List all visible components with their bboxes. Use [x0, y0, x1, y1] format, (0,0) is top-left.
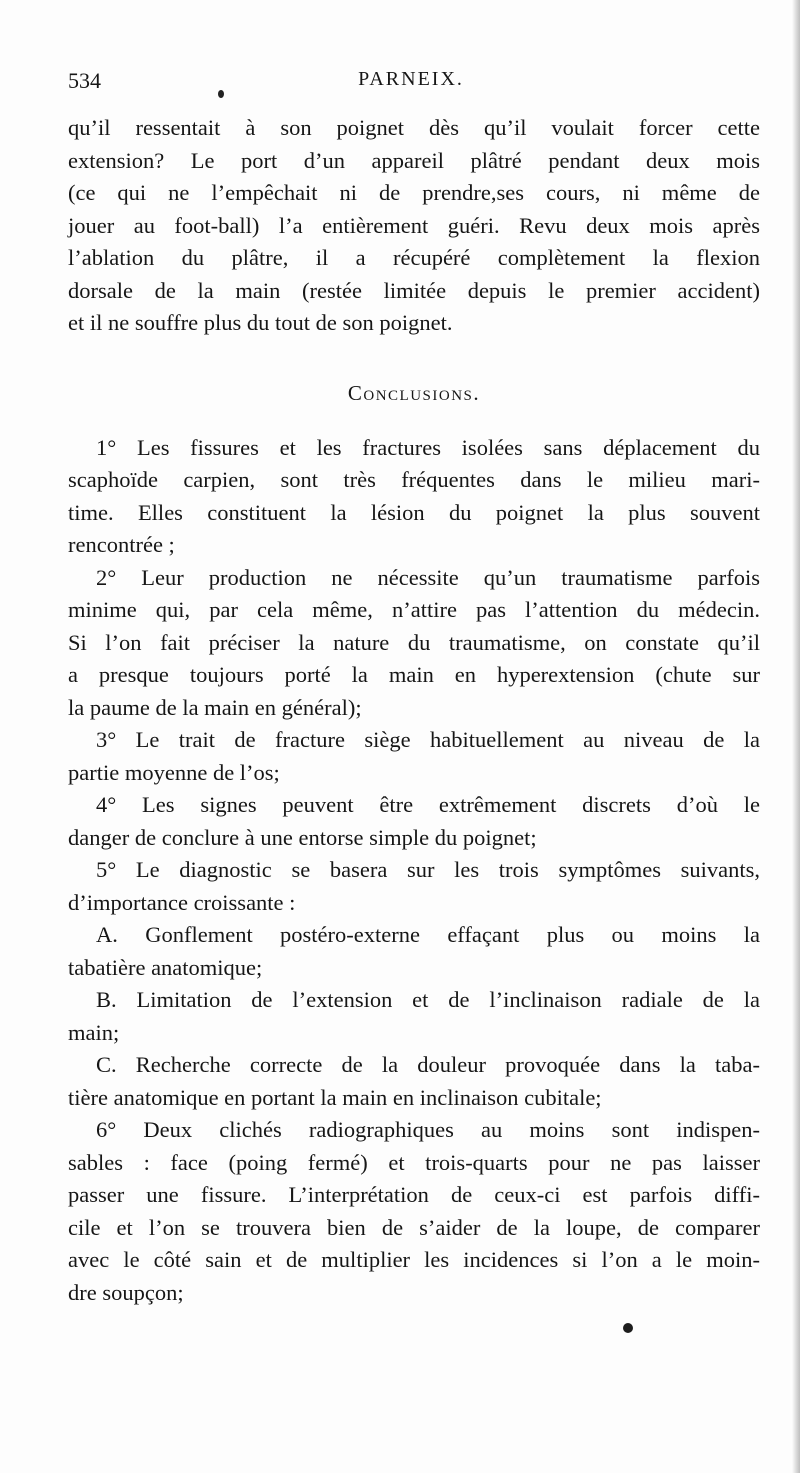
text-line: d’importance croissante : — [68, 889, 296, 915]
conclusion-item-5: 5° Le diagnostic se basera sur les trois symptômes suivants, — [96, 857, 760, 882]
sub-item-c: C. Recherche correcte de la douleur provoquée dans la taba- — [96, 1052, 760, 1077]
conclusion-item-4: 4° Les signes peuvent être extrêmement discrets d’où le — [96, 792, 760, 817]
page-body — [68, 112, 760, 1309]
conclusion-item-1: 1° Les fissures et les fractures isolées sans déplacement du — [96, 434, 760, 460]
page-number: 534 — [68, 68, 101, 93]
text-line: tière anatomique en portant la main en inclinaison cubitale; — [68, 1084, 602, 1110]
text-line: avec le côté sain et de multiplier les incidences si l’on a le moin- — [68, 1247, 760, 1272]
text-line: tabatière anatomique; — [68, 954, 263, 980]
conclusion-item-6: 6° Deux clichés radiographiques au moins sont indispen- — [96, 1117, 760, 1142]
text-line: a presque toujours porté la main en hyperextension (chute sur — [68, 662, 760, 687]
text-line: jouer au foot-ball) l’a entièrement guéri. Revu deux mois après — [68, 212, 760, 238]
ink-spot — [623, 1323, 633, 1333]
text-line: main; — [68, 1019, 120, 1045]
page-edge-shadow — [792, 0, 800, 1473]
text-line: rencontrée ; — [68, 532, 175, 557]
conclusion-item-3: 3° Le trait de fracture siège habituellement au niveau de la — [96, 727, 760, 752]
text-line: qu’il ressentait à son poignet dès qu’il voulait forcer cette — [68, 115, 760, 140]
text-line: time. Elles constituent la lésion du poignet la plus souvent — [68, 499, 760, 525]
text-line: dorsale de la main (restée limitée depuis le premier accident) — [68, 277, 760, 303]
text-line: extension? Le port d’un appareil plâtré pendant deux mois — [68, 147, 760, 173]
text-line: danger de conclure à une entorse simple du poignet; — [68, 824, 537, 850]
sub-item-a: A. Gonflement postéro-externe effaçant plus ou moins la — [96, 922, 760, 947]
conclusion-item-2: 2° Leur production ne nécessite qu’un traumatisme parfois — [96, 564, 760, 590]
page-header — [68, 68, 754, 102]
text-line: partie moyenne de l’os; — [68, 759, 280, 785]
text-line: et il ne souffre plus du tout de son poignet. — [68, 310, 453, 335]
text-line: passer une fissure. L’interprétation de ceux-ci est parfois diffi- — [68, 1182, 760, 1207]
text-line: cile et l’on se trouvera bien de s’aider de la loupe, de comparer — [68, 1214, 760, 1240]
text-line: scaphoïde carpien, sont très fréquentes dans le milieu mari- — [68, 467, 760, 492]
text-line: dre soupçon; — [68, 1279, 184, 1305]
running-head: PARNEIX. — [358, 68, 464, 90]
text-line: Si l’on fait préciser la nature du traumatisme, on constate qu’il — [68, 629, 760, 655]
text-line: (ce qui ne l’empêchait ni de prendre,ses cours, ni même de — [68, 180, 760, 205]
text-line: minime qui, par cela même, n’attire pas l’attention du médecin. — [68, 597, 760, 622]
text-line: la paume de la main en général); — [68, 694, 362, 720]
sub-item-b: B. Limitation de l’extension et de l’inclinaison radiale de la — [96, 987, 760, 1012]
text-line: sables : face (poing fermé) et trois-quarts pour ne pas laisser — [68, 1149, 760, 1175]
section-heading: Conclusions. — [347, 380, 481, 405]
text-line: l’ablation du plâtre, il a récupéré complètement la flexion — [68, 245, 760, 270]
ink-spot — [218, 90, 224, 98]
